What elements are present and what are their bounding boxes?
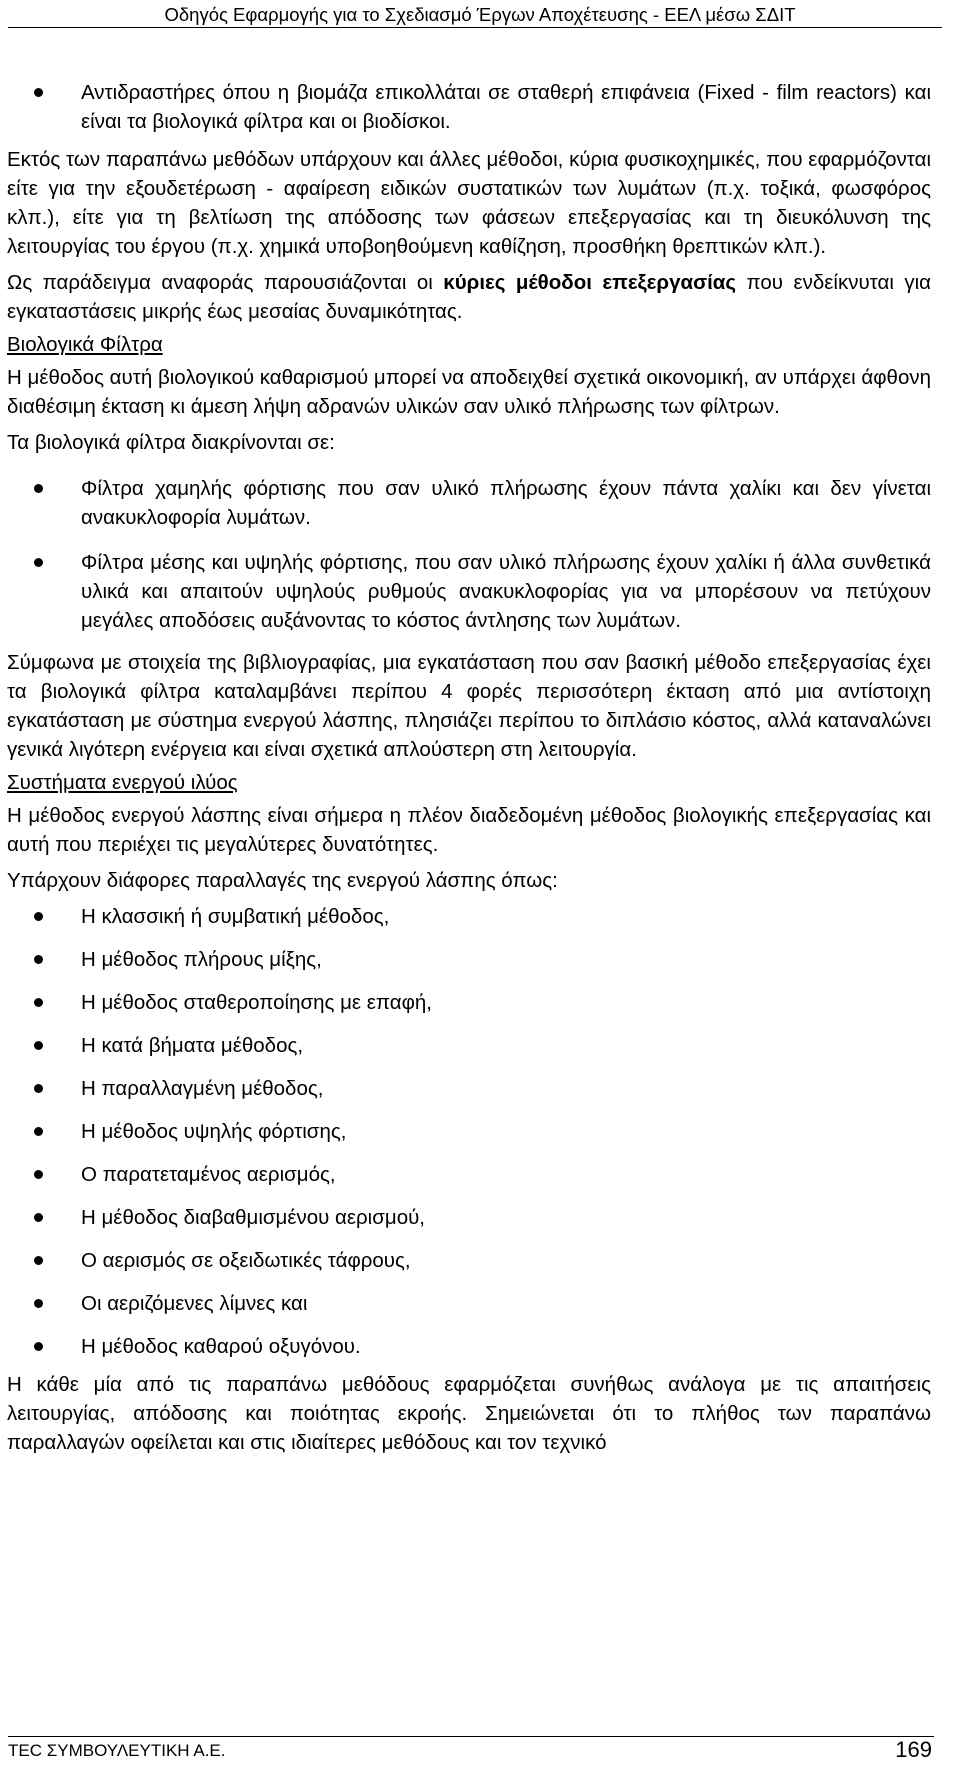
heading-activated-sludge: Συστήματα ενεργού ιλύος	[7, 771, 238, 794]
variations-list	[7, 895, 931, 1368]
header-rule	[8, 27, 942, 28]
bullet-dot-icon	[34, 1170, 43, 1179]
paragraph-final: Η κάθε μία από τις παραπάνω μεθόδους εφαρμόζεται συνήθως ανάλογα με τις απαιτήσεις λειτουργίας, απόδοσης και ποιότητας εκροής. Σημειώνεται ότι το πλήθος των παραπάνω παραλλαγών οφείλεται και στις ιδιαίτερες μεθόδους και τον τεχνικό	[7, 1373, 931, 1454]
list-item: Η μέθοδος πλήρους μίξης,	[7, 938, 931, 981]
bullet-dot-icon	[34, 484, 43, 493]
page-number: 169	[895, 1737, 932, 1762]
bullet-dot-icon	[34, 1213, 43, 1222]
bullet-dot-icon	[34, 1041, 43, 1050]
list-item: Ο αερισμός σε οξειδωτικές τάφρους,	[7, 1239, 931, 1282]
bullet-dot-icon	[34, 558, 43, 567]
bullet-dot-icon	[34, 1299, 43, 1308]
paragraph-activated-sludge: Η μέθοδος ενεργού λάσπης είναι σήμερα η πλέον διαδεδομένη μέθοδος βιολογικής επεξεργασίας και αυτή που περιέχει τις μεγαλύτερες δυνατότητες.	[7, 804, 931, 856]
bullet-dot-icon	[34, 1084, 43, 1093]
list-item: Η μέθοδος υψηλής φόρτισης,	[7, 1110, 931, 1153]
paragraph-literature: Σύμφωνα με στοιχεία της βιβλιογραφίας, μια εγκατάσταση που σαν βασική μέθοδο επεξεργασίας έχει τα βιολογικά φίλτρα καταλαμβάνει περίπου 4 φορές περισσότερη έκταση από μια αντίστοιχη εγκατάσταση με σύστημα ενεργού λάσπης, πλησιάζει περίπου το διπλάσιο κόστος, αλλά καταναλώνει γενικά λιγότερη ενέργεια και είναι σχετικά απλούστερη στη λειτουργία.	[7, 651, 931, 761]
bullet-dot-icon	[34, 955, 43, 964]
bullet-fixed-film: Αντιδραστήρες όπου η βιομάζα επικολλάται σε σταθερή επιφάνεια (Fixed - film reactors) και είναι τα βιολογικά φίλτρα και οι βιοδίσκοι.	[7, 78, 931, 136]
heading-biofilters: Βιολογικά Φίλτρα	[7, 333, 163, 356]
bullet-dot-icon	[34, 1127, 43, 1136]
bullet-dot-icon	[34, 912, 43, 921]
paragraph-other-methods: Εκτός των παραπάνω μεθόδων υπάρχουν και άλλες μέθοδοι, κύρια φυσικοχημικές, που εφαρμόζονται είτε για την εξουδετέρωση - αφαίρεση ειδικών συστατικών των λυμάτων (π.χ. τοξικά, φωσφόρος κλπ.), είτε για τη βελτίωση της απόδοσης των φάσεων επεξεργασίας και τη διευκόλυνση της λειτουργίας του έργου (π.χ. χημικά υποβοηθούμενη καθίζηση, προσθήκη θρεπτικών κλπ.).	[7, 148, 931, 258]
main-methods-bold: κύριες μέθοδοι επεξεργασίας	[443, 271, 737, 294]
document-body	[7, 78, 931, 1457]
paragraph-distinguished: Τα βιολογικά φίλτρα διακρίνονται σε:	[7, 431, 335, 454]
list-item: Ο παρατεταμένος αερισμός,	[7, 1153, 931, 1196]
list-item: Η μέθοδος καθαρού οξυγόνου.	[7, 1325, 931, 1368]
bullet-low-load: Φίλτρα χαμηλής φόρτισης που σαν υλικό πλήρωσης έχουν πάντα χαλίκι και δεν γίνεται ανακυκλοφορία λυμάτων.	[7, 474, 931, 532]
bullet-dot-icon	[34, 1256, 43, 1265]
list-item: Η κατά βήματα μέθοδος,	[7, 1024, 931, 1067]
paragraph-biofilters: Η μέθοδος αυτή βιολογικού καθαρισμού μπορεί να αποδειχθεί σχετικά οικονομική, αν υπάρχει άφθονη διαθέσιμη έκταση κι άμεση λήψη αδρανών υλικών σαν υλικό πλήρωσης των φίλτρων.	[7, 366, 931, 418]
bullet-dot-icon	[34, 88, 43, 97]
list-item: Η παραλλαγμένη μέθοδος,	[7, 1067, 931, 1110]
paragraph-reference: Ως παράδειγμα αναφοράς παρουσιάζονται οι κύριες μέθοδοι επεξεργασίας που ενδείκνυται για εγκαταστάσεις μικρής έως μεσαίας δυναμικότητας.	[7, 271, 931, 323]
footer-company: ΤΕC ΣΥΜΒΟΥΛΕΥΤΙΚΗ Α.Ε.	[8, 1741, 226, 1760]
list-item: Η μέθοδος διαβαθμισμένου αερισμού,	[7, 1196, 931, 1239]
list-item: Οι αεριζόμενες λίμνες και	[7, 1282, 931, 1325]
bullet-dot-icon	[34, 1342, 43, 1351]
bullet-high-load: Φίλτρα μέσης και υψηλής φόρτισης, που σαν υλικό πλήρωσης έχουν χαλίκι ή άλλα συνθετικά υλικά και απαιτούν υψηλούς ρυθμούς ανακυκλοφορίας για να μπορέσουν να πετύχουν μεγάλες αποδόσεις αυξάνοντας το κόστος άντλησης των λυμάτων.	[7, 548, 931, 635]
list-item: Η μέθοδος σταθεροποίησης με επαφή,	[7, 981, 931, 1024]
paragraph-variations: Υπάρχουν διάφορες παραλλαγές της ενεργού λάσπης όπως:	[7, 869, 558, 892]
bullet-dot-icon	[34, 998, 43, 1007]
page-header: Οδηγός Εφαρμογής για το Σχεδιασμό Έργων Αποχέτευσης - ΕΕΛ μέσω ΣΔΙΤ	[164, 4, 796, 25]
footer-rule	[8, 1736, 934, 1737]
list-item: Η κλασσική ή συμβατική μέθοδος,	[7, 895, 931, 938]
